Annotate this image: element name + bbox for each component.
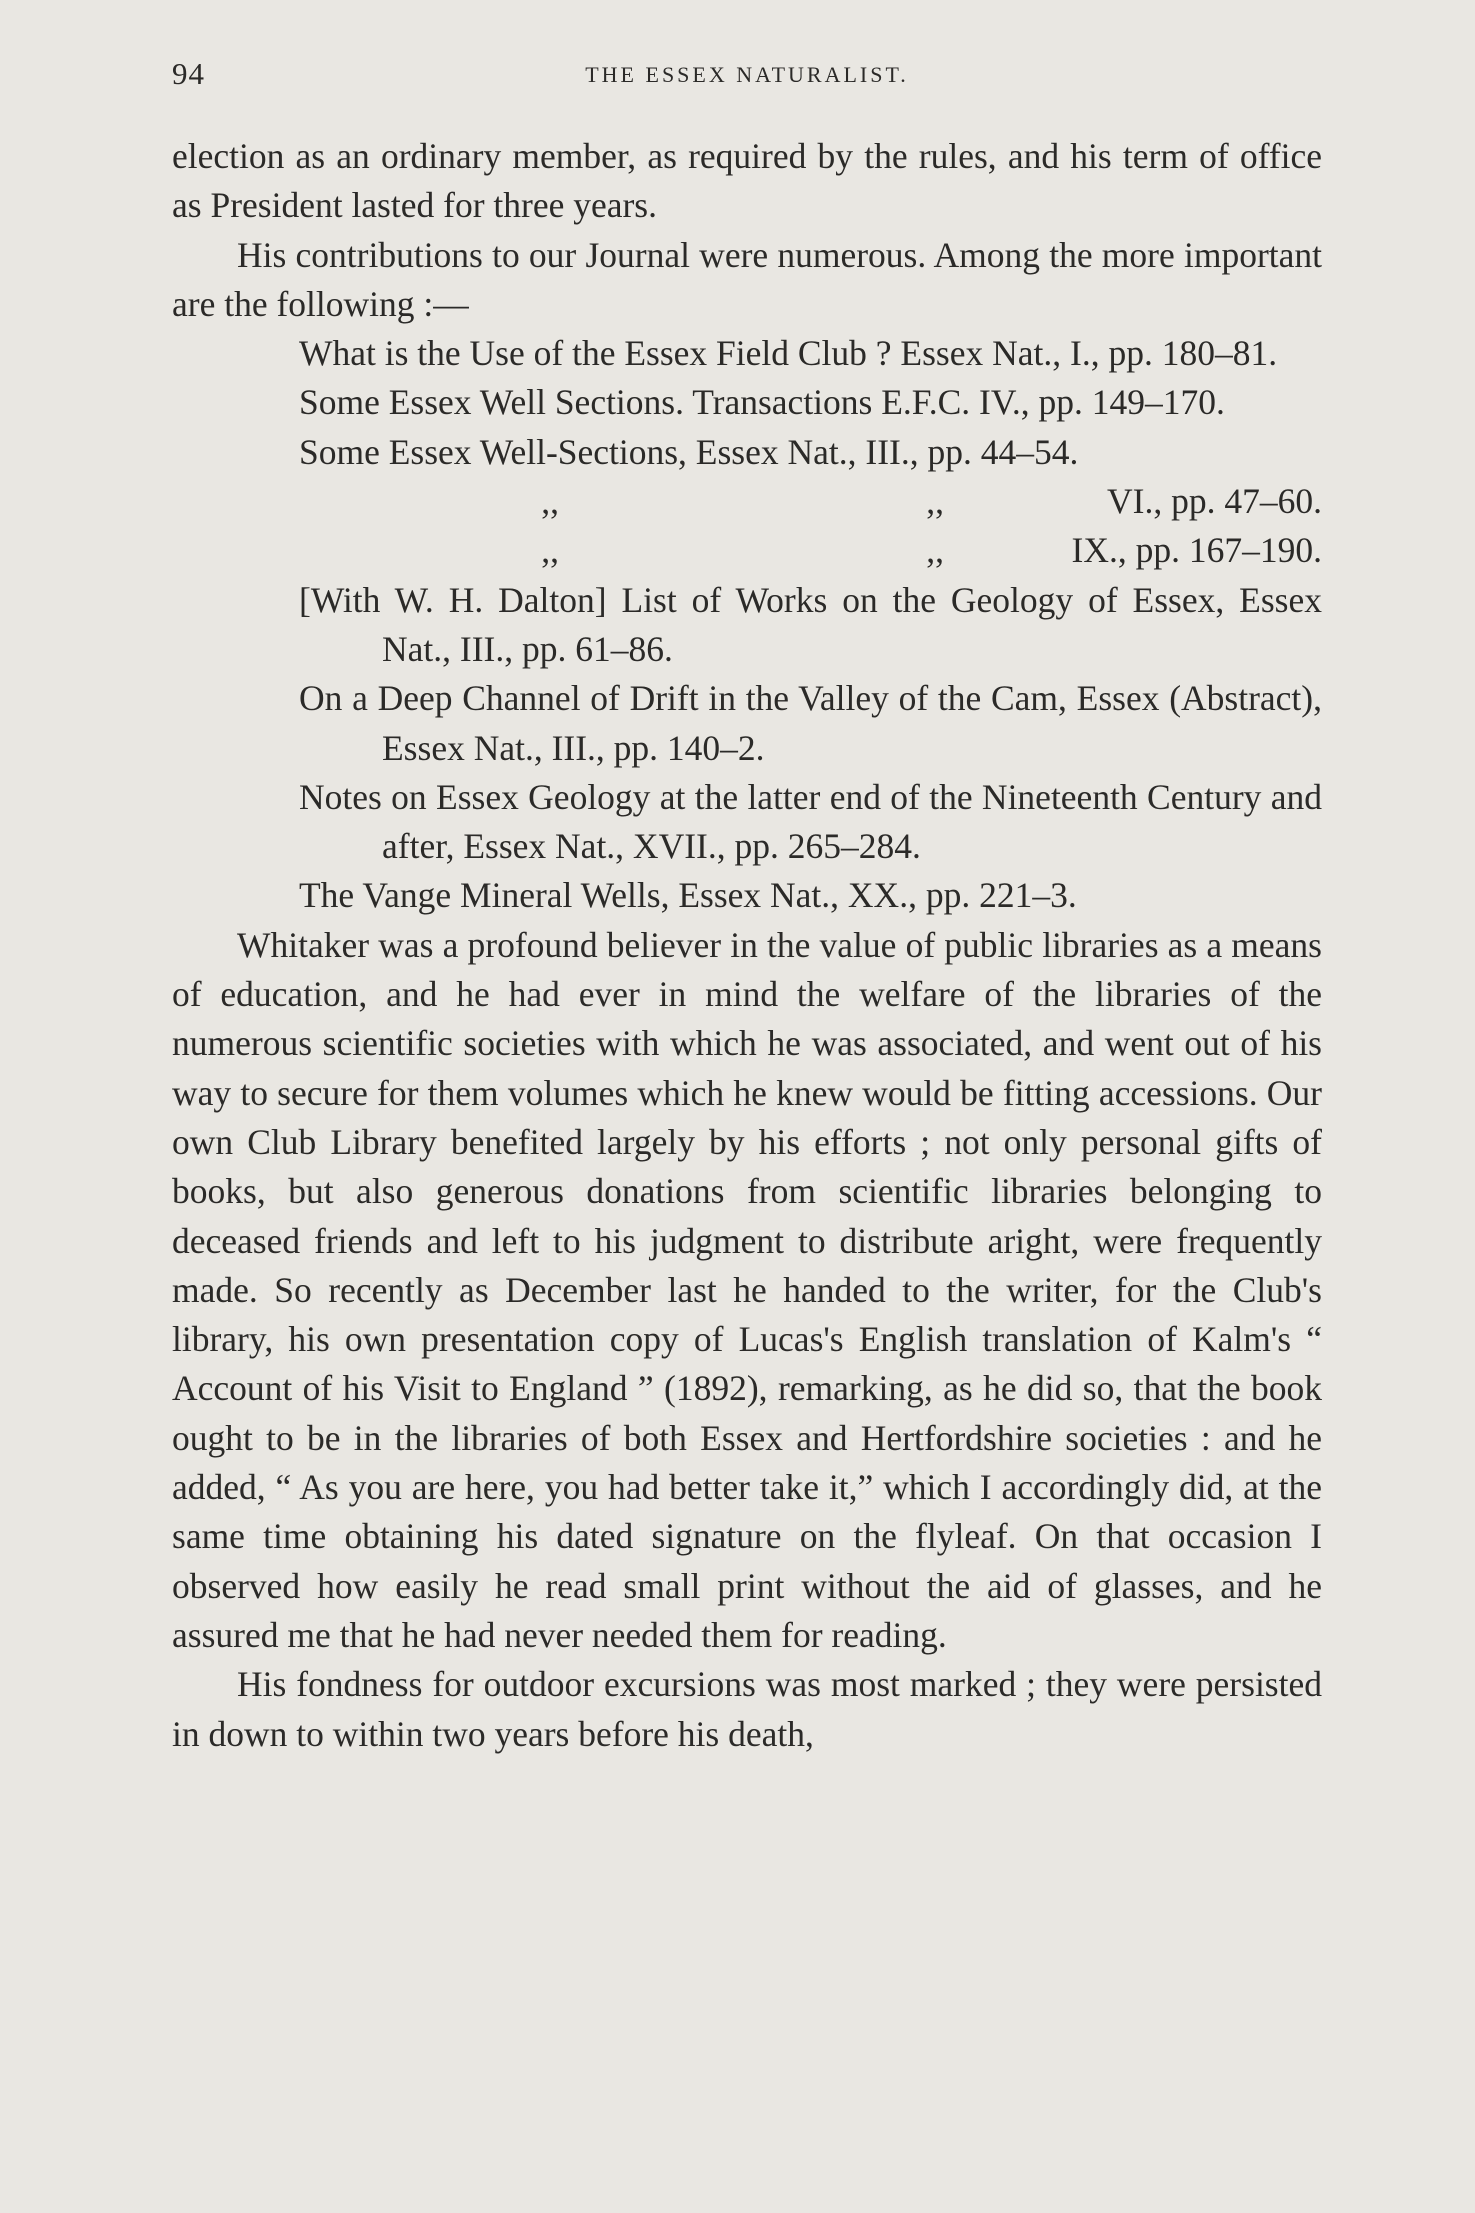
ditto-mark: ,, [541,481,559,522]
reference-item: Some Essex Well Sections. Transactions E.F.C. IV., pp. 149–170. [299,382,1225,423]
reference-item: The Vange Mineral Wells, Essex Nat., XX., pp. 221–3. [299,875,1077,916]
reference-item: Some Essex Well-Sections, Essex Nat., III., pp. 44–54. [299,431,1079,472]
running-title: THE ESSEX NATURALIST. [585,62,909,87]
ditto-mark: ,, [926,481,944,522]
reference-item: Notes on Essex Geology at the latter end of the Nineteenth Century and after, Essex Nat., XVII., pp. 265–284. [299,776,1322,867]
reference-list [299,329,1322,921]
reference-item-ditto [299,526,1322,575]
page-number: 94 [172,56,205,91]
paragraph: election as an ordinary member, as required by the rules, and his term of office as President lasted for three years. [172,136,1322,226]
ditto-mark: ,, [541,530,559,571]
reference-item-ditto [299,477,1322,526]
reference-item: [With W. H. Dalton] List of Works on the Geology of Essex, Essex Nat., III., pp. 61–86. [299,579,1322,669]
paragraph: Whitaker was a profound believer in the value of public libraries as a means of education, and he had ever in mind the welfare of the libraries of the numerous scientific societies with which he was associated, and went out of his way to secure for them volumes which he knew would be fitting accessions. Our own Club Library benefited largely by his efforts ; not only personal gifts of books, but also generous donations from scientific libraries belonging to deceased friends and left to his judgment to distribute aright, were frequently made. So recently as December last he handed to the writer, for the Club's library, his own presentation copy of Lucas's English translation of Kalm's “ Account of his Visit to England ” (1892), remarking, as he did so, that the book ought to be in the libraries of both Essex and Hertfordshire societies : and he added, “ As you are here, you had better take it,” which I accordingly did, at the same time obtaining his dated signature on the flyleaf. On that occasion I observed how easily he read small print without the aid of glasses, and he assured me that he had never needed them for reading. [172,924,1322,1655]
paragraph: His contributions to our Journal were numerous. Among the more important are the following :— [172,234,1322,324]
reference-detail: VI., pp. 47–60. [1107,481,1322,522]
page-body [172,132,1322,1759]
ditto-mark: ,, [926,530,944,571]
reference-item: On a Deep Channel of Drift in the Valley of the Cam, Essex (Abstract), Essex Nat., III., pp. 140–2. [299,678,1322,768]
page-header [172,56,1322,106]
reference-detail: IX., pp. 167–190. [1071,530,1322,571]
paragraph: His fondness for outdoor excursions was most marked ; they were persisted in down to within two years before his death, [172,1664,1322,1754]
reference-item: What is the Use of the Essex Field Club ? Essex Nat., I., pp. 180–81. [299,333,1278,374]
